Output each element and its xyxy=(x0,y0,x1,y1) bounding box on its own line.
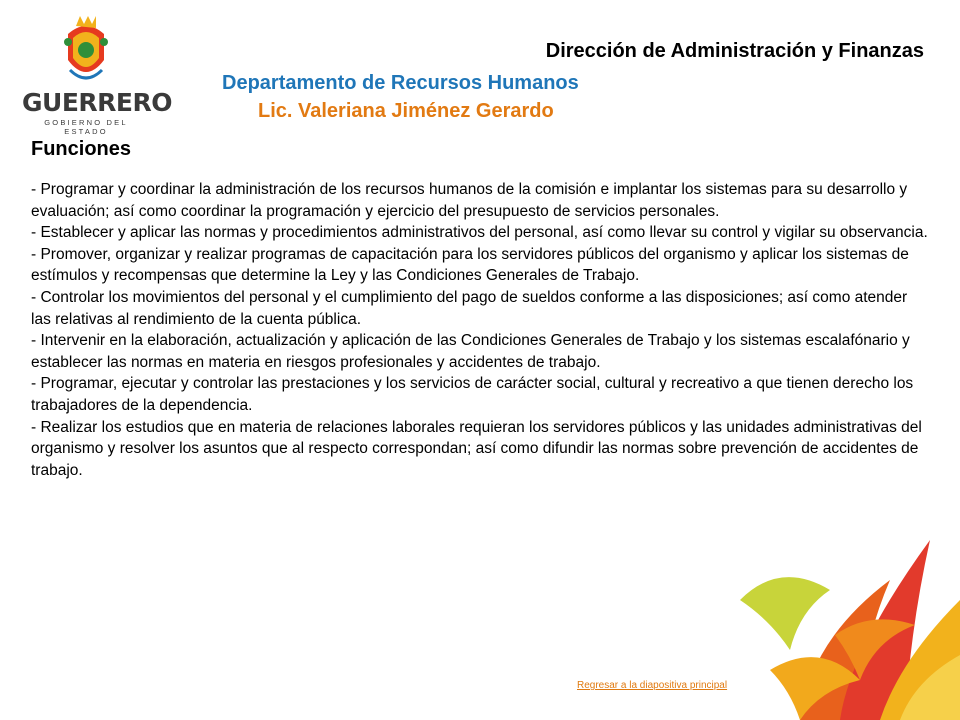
logo-wordmark: GUERRERO xyxy=(22,88,172,117)
function-item: - Programar, ejecutar y controlar las prestaciones y los servicios de carácter social, cultural y recreativo a que tienen derecho los trabajadores de la dependencia. xyxy=(31,375,914,414)
page-title: Dirección de Administración y Finanzas xyxy=(545,40,924,62)
function-item: - Controlar los movimientos del personal y el cumplimiento del pago de sueldos conforme a las disposiciones; así como atender las relativas al rendimiento de la cuenta pública. xyxy=(31,288,908,328)
back-to-main-slide-link[interactable]: Regresar a la diapositiva principal xyxy=(577,680,728,691)
decorative-flower-icon xyxy=(740,540,960,720)
coat-of-arms-icon xyxy=(62,14,110,88)
function-item: - Realizar los estudios que en materia de relaciones laborales requieran los servidores públicos y las unidades administrativas del organismo y resolver los asuntos que al respecto correspondan; así como difundir las normas sobre prevención de accidentes de trabajo. xyxy=(31,418,922,479)
function-item: - Promover, organizar y realizar programas de capacitación para los servidores públicos del organismo y aplicar los sistemas de estímulos y recompensas que determine la Ley y las Condiciones Generales de Trabajo. xyxy=(31,245,909,285)
functions-list xyxy=(31,179,931,481)
section-title: Funciones xyxy=(31,138,132,160)
logo-subtitle: GOBIERNO DEL ESTADO xyxy=(44,118,128,136)
function-item: - Establecer y aplicar las normas y procedimientos administrativos del personal, así como llevar su control y vigilar su observancia. xyxy=(31,224,928,242)
function-item: - Intervenir en la elaboración, actualización y aplicación de las Condiciones Generales de Trabajo y los sistemas escalafónario y establecer las normas en materia en riesgos profesionales y accidentes de trabajo. xyxy=(31,332,910,371)
function-item: - Programar y coordinar la administración de los recursos humanos de la comisión e implantar los sistemas para su desarrollo y evaluación; así como coordinar la programación y ejercicio del presupuesto de servicios personales. xyxy=(31,181,908,220)
department-title: Departamento de Recursos Humanos xyxy=(222,72,579,94)
guerrero-logo xyxy=(22,14,172,136)
person-name: Lic. Valeriana Jiménez Gerardo xyxy=(258,100,554,122)
